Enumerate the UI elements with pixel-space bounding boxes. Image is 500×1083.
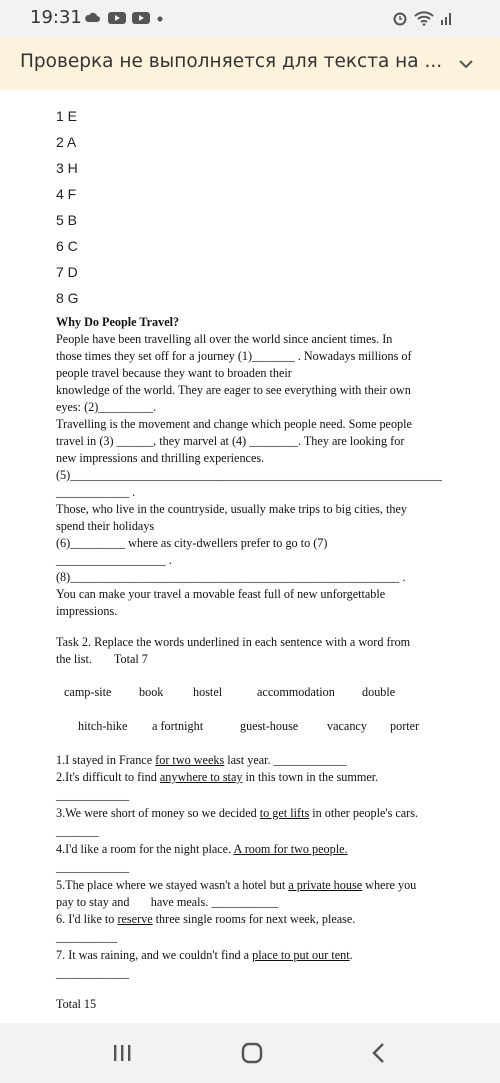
word-option: book xyxy=(139,685,164,699)
recent-apps-icon[interactable] xyxy=(108,1041,136,1065)
status-icons-left xyxy=(84,10,164,26)
answer-item: 8 G xyxy=(56,290,79,306)
navigation-bar xyxy=(0,1023,500,1083)
passage-title: Why Do People Travel? xyxy=(56,315,180,329)
sentence-2: 2.It's difficult to find anywhere to stay in this town in the summer. xyxy=(56,770,379,784)
dot-icon xyxy=(156,11,164,25)
sentence-1: 1.I stayed in France for two weeks last year. ____________ xyxy=(56,753,347,767)
sentence-6: 6. I'd like to reserve three single rooms for next week, please. xyxy=(56,912,356,926)
word-option: double xyxy=(362,685,396,699)
passage-line: ____________ . xyxy=(56,485,136,499)
answer-item: 3 H xyxy=(56,160,78,176)
passage-line: knowledge of the world. They are eager to see everything with their own xyxy=(56,383,411,397)
passage-line: __________________ . xyxy=(56,553,172,567)
answer-item: 4 F xyxy=(56,186,77,202)
passage-line: impressions. xyxy=(56,604,118,618)
word-option: porter xyxy=(390,719,420,733)
sentence-4: 4.I'd like a room for the night place. A room for two people. xyxy=(56,842,348,856)
document-page xyxy=(0,90,500,1023)
youtube-icon xyxy=(132,11,150,25)
sentence-3: 3.We were short of money so we decided to get lifts in other people's cars. xyxy=(56,806,419,820)
passage-line: Those, who live in the countryside, usually make trips to big cities, they xyxy=(56,502,408,516)
alarm-icon xyxy=(392,10,408,26)
answer-blank: _______ xyxy=(56,824,99,838)
word-option: accommodation xyxy=(257,685,335,699)
task2-sentences xyxy=(56,752,446,1013)
word-option: camp-site xyxy=(64,685,112,699)
word-list-row-1 xyxy=(0,685,500,705)
passage-line: eyes: (2)_________. xyxy=(56,400,157,414)
wifi-icon xyxy=(414,10,434,26)
task2-total: Total 7 xyxy=(113,652,148,666)
task2-total-footer: Total 15 xyxy=(56,997,97,1011)
passage-line: (6)_________ where as city-dwellers prefer to go to (7) xyxy=(56,536,328,550)
passage-line: (5)_____________________________________________________________ xyxy=(56,468,442,482)
status-icons-right xyxy=(392,10,454,26)
passage-line: those times they set off for a journey (1)_______ . Nowadays millions of xyxy=(56,349,412,363)
answer-item: 7 D xyxy=(56,264,78,280)
word-list-row-2 xyxy=(0,719,500,739)
home-icon[interactable] xyxy=(238,1041,266,1065)
word-option: vacancy xyxy=(327,719,367,733)
passage-line: People have been travelling all over the world since ancient times. In xyxy=(56,332,393,346)
youtube-icon xyxy=(108,11,126,25)
chevron-down-icon[interactable] xyxy=(456,54,476,74)
answer-item: 6 C xyxy=(56,238,78,254)
translation-banner[interactable] xyxy=(0,38,500,90)
answer-item: 5 B xyxy=(56,212,78,228)
passage xyxy=(56,314,446,620)
word-option: hitch-hike xyxy=(78,719,128,733)
signal-icon xyxy=(440,11,454,25)
passage-line: new impressions and thrilling experiences. xyxy=(56,451,265,465)
sentence-7: 7. It was raining, and we couldn't find a place to put our tent. xyxy=(56,948,353,962)
passage-line: (8)______________________________________________________ . xyxy=(56,570,406,584)
task2-intro-line xyxy=(56,651,446,668)
back-icon[interactable] xyxy=(366,1041,394,1065)
passage-line: spend their holidays xyxy=(56,519,155,533)
task2-intro-prefix: the list. xyxy=(56,652,92,666)
word-option: hostel xyxy=(193,685,223,699)
task2-intro xyxy=(56,634,446,668)
task2-intro-line: Task 2. Replace the words underlined in each sentence with a word from xyxy=(56,635,411,649)
passage-line: people travel because they want to broaden their xyxy=(56,366,292,380)
word-option: a fortnight xyxy=(152,719,204,733)
answers-list xyxy=(56,106,79,314)
passage-line: travel in (3) ______, they marvel at (4) ________. They are looking for xyxy=(56,434,405,448)
status-time: 19:31 xyxy=(30,7,82,28)
status-bar xyxy=(0,0,500,38)
passage-line: You can make your travel a movable feast full of new unforgettable xyxy=(56,587,386,601)
answer-item: 1 E xyxy=(56,108,78,124)
answer-item: 2 A xyxy=(56,134,77,150)
sentence-5: 5.The place where we stayed wasn't a hotel but a private house where you xyxy=(56,878,417,892)
answer-blank: ____________ xyxy=(56,788,130,802)
answer-blank: __________ xyxy=(56,930,117,944)
passage-line: Travelling is the movement and change which people need. Some people xyxy=(56,417,412,431)
answer-blank: ____________ xyxy=(56,860,130,874)
sentence-5-cont: pay to stay and have meals. ___________ xyxy=(56,895,279,909)
word-option: guest-house xyxy=(240,719,299,733)
cloud-icon xyxy=(84,10,102,26)
answer-blank: ____________ xyxy=(56,966,130,980)
banner-text: Проверка не выполняется для текста на ... xyxy=(20,51,443,72)
